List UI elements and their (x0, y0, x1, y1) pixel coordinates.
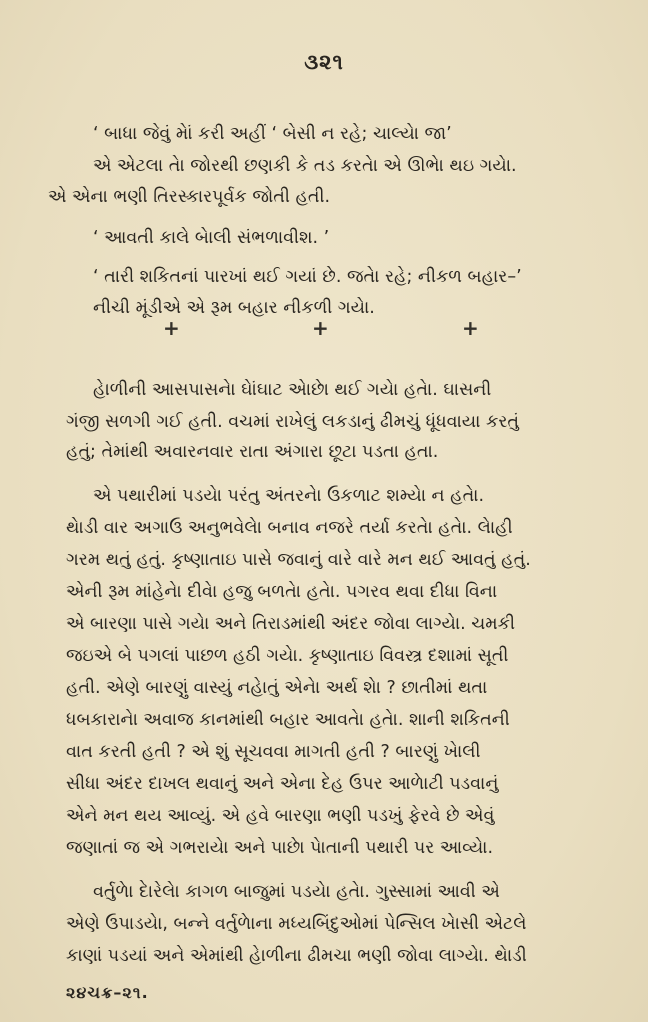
text-line: એની રૂમ માંહેનેા દીવેા હજુ બળતેા હતેા. પગરવ થવા દીધા વિના (66, 582, 498, 602)
text-line: એને મન થય આવ્યું. એ હવે બારણા ભણી પડખું ફેરવે છે એવું (66, 806, 495, 826)
text-line: ગંજી સળગી ગઈ હતી. વચમાં રાખેલું લકડાનું ઢીમચું ધૂંધવાયા કરતું (66, 412, 519, 432)
text-line: એ બારણા પાસે ગયેા અને તિરાડમાંથી અંદર જોવા લાગ્યેા. ચમકી (66, 614, 515, 634)
text-line: નીચી મૂંડીએ એ રૂમ બહાર નીકળી ગયેા. (93, 298, 375, 318)
text-line: ધબકારાનેા અવાજ કાનમાંથી બહાર આવતેા હતેા. શાની શકિતની (66, 710, 510, 730)
signature-mark: ૨૪ચક્ર–૨૧. (66, 983, 149, 1002)
text-line: જણાતાં જ એ ગભરાયેા અને પાછેા પેાતાની પથારી પર આવ્યેા. (66, 838, 494, 858)
text-line: હેાળીની આસપાસનેા ઘેાંઘાટ એાછેા થઈ ગયેા હતેા. ઘાસની (93, 380, 492, 400)
separator-mark: + (163, 316, 180, 340)
text-line: સીધા અંદર દાખલ થવાનું અને એના દેહ ઉપર આળેાટી પડવાનું (66, 774, 499, 794)
text-line: કાણાં પડયાં અને એમાંથી હેાળીના ઢીમચા ભણી જોવા લાગ્યેા. થેાડી (66, 946, 527, 966)
text-line: એ એના ભણી તિરસ્કારપૂર્વક જોતી હતી. (48, 187, 331, 207)
text-line: એણે ઉપાડયેા, બન્ને વર્તુળેાના મધ્યબિંદુઓમાં પેન્સિલ ખેાસી એટલે (66, 914, 527, 934)
text-line: થેાડી વાર અગાઉ અનુભવેલેા બનાવ નજરે તર્યા કરતેા હતેા. લેાહી (66, 518, 513, 538)
text-line: વર્તુળેા દેારેલેા કાગળ બાજુમાં પડયેા હતેા. ગુસ્સામાં આવી એ (93, 882, 500, 902)
text-line: હતી. એણે બારણું વાસ્યું નહેાતું એનેા અર્થ શેા ? છાતીમાં થતા (66, 678, 488, 698)
text-line: હતું; તેમાંથી અવારનવાર રાતા અંગારા છૂટા પડતા હતા. (66, 442, 439, 462)
text-line: એ પથારીમાં પડયેા પરંતુ અંતરનેા ઉકળાટ શમ્યેા ન હતેા. (93, 486, 485, 506)
text-line: જઇએ બે પગલાં પાછળ હઠી ગયેા. કૃષ્ણાતાઇ વિવસ્ત્ર દશામાં સૂતી (66, 646, 509, 666)
text-line: ‘ આવતી કાલે બેાલી સંભળાવીશ. ’ (93, 228, 330, 248)
text-line: વાત કરતી હતી ? એ શું સૂચવવા માગતી હતી ? બારણું ખેાલી (66, 742, 481, 762)
text-line: ‘ બાધા જેવું મેાં કરી અહીં ‘ બેસી ન રહે; ચાલ્યેા જા’ (93, 124, 452, 144)
text-line: ‘ તારી શકિતનાં પારખાં થઈ ગયાં છે. જતેા રહે; નીકળ બહાર–’ (93, 267, 522, 287)
text-line: એ એટલા તેા જોરથી છણકી કે તડ કરતેા એ ઊભેા થઇ ગયેા. (93, 156, 517, 176)
text-line: ગરમ થતું હતું. કૃષ્ણાતાઇ પાસે જવાનું વારે વારે મન થઈ આવતું હતું. (66, 550, 531, 570)
separator-mark: + (462, 316, 479, 340)
page-number: ૩૨૧ (304, 50, 344, 74)
separator-mark: + (312, 316, 329, 340)
section-separator (0, 316, 648, 340)
